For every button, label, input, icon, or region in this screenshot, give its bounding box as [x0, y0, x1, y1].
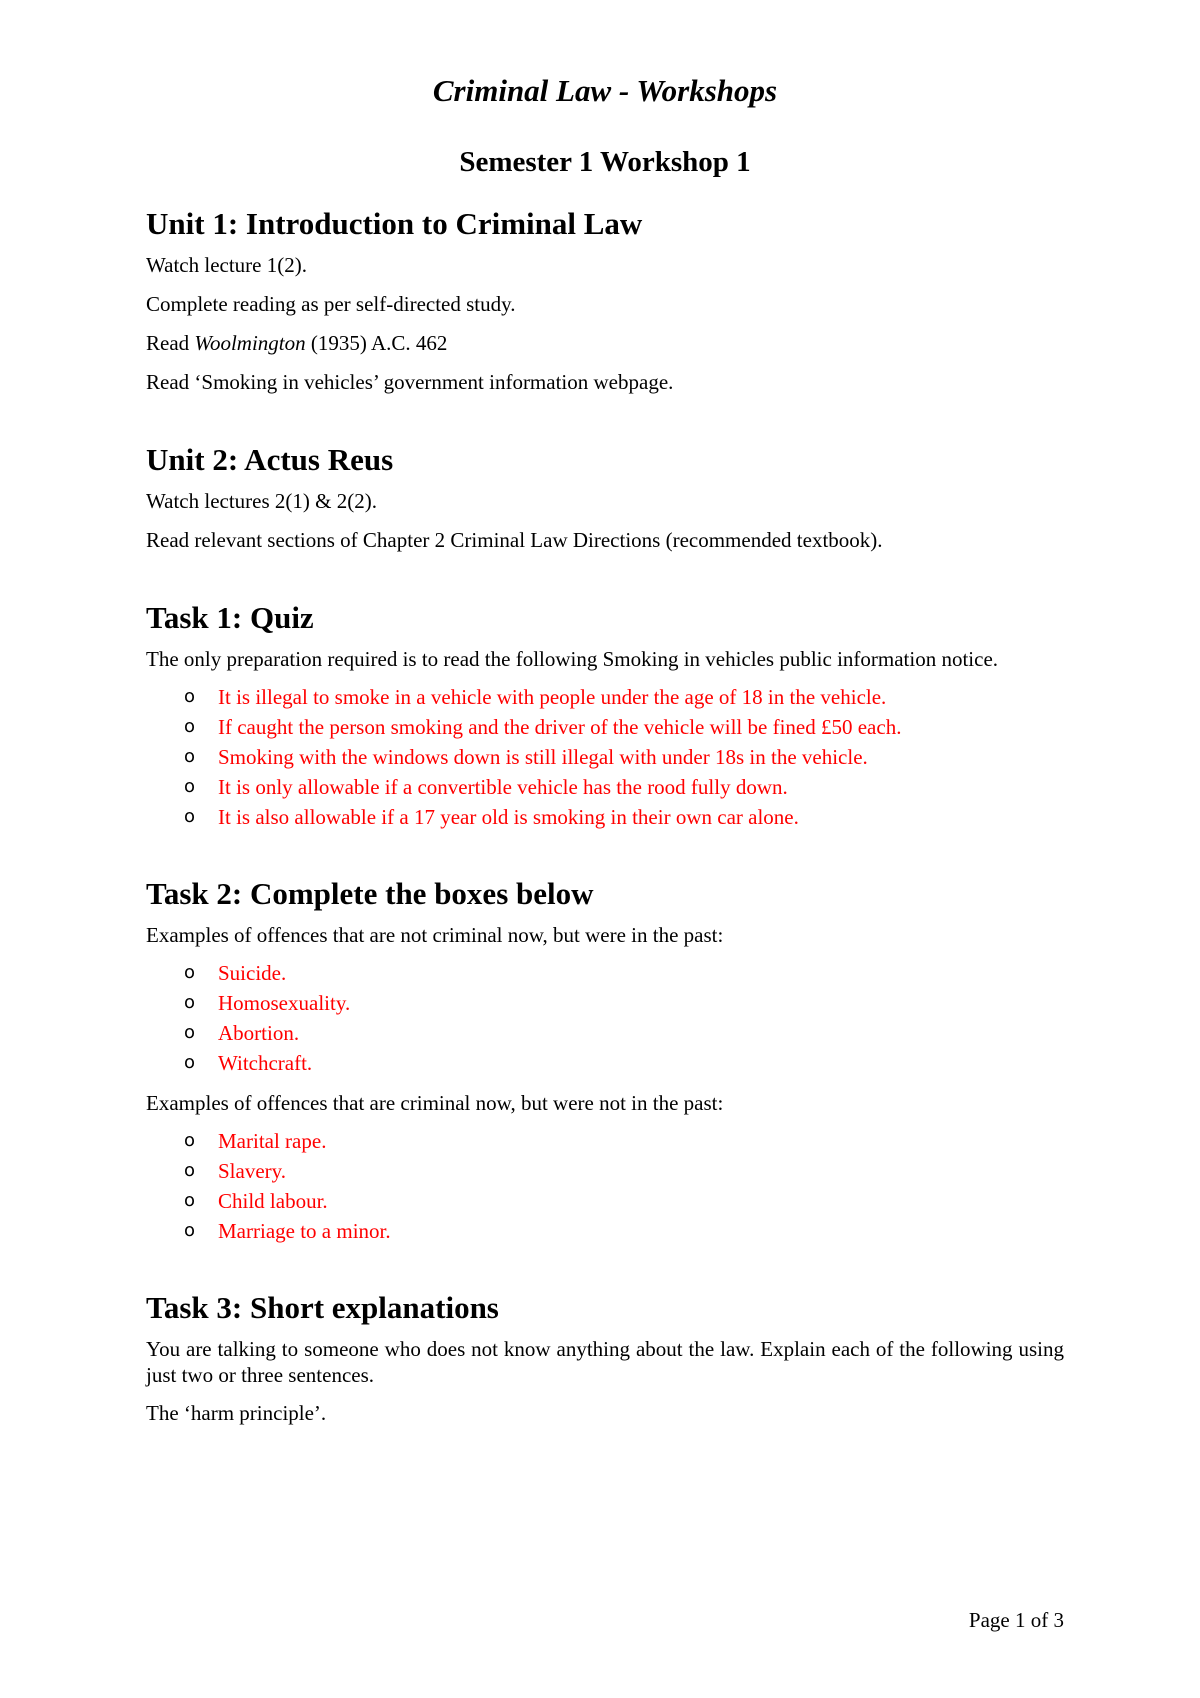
list-item: [146, 988, 1064, 1018]
task2-heading: Task 2: Complete the boxes below: [146, 876, 594, 911]
page-content: [146, 70, 1064, 1426]
task3-heading: Task 3: Short explanations: [146, 1290, 499, 1325]
task2-past-list: [146, 958, 1064, 1078]
list-item-text: Witchcraft.: [218, 1051, 313, 1075]
bullet-marker: o: [184, 992, 196, 1013]
unit2-heading: Unit 2: Actus Reus: [146, 442, 394, 477]
case-prefix: Read: [146, 331, 195, 355]
bullet-marker: o: [184, 746, 196, 767]
bullet-marker: o: [184, 1220, 196, 1241]
list-item: [146, 802, 1064, 832]
bullet-marker: o: [184, 686, 196, 707]
list-item: [146, 958, 1064, 988]
list-item-text: Homosexuality.: [218, 991, 351, 1015]
unit2-line-textbook: Read relevant sections of Chapter 2 Criminal Law Directions (recommended textbook).: [146, 528, 883, 552]
document-title: Criminal Law - Workshops: [432, 73, 778, 108]
list-item: [146, 1126, 1064, 1156]
page-number: Page 1 of 3: [968, 1608, 1064, 1632]
task2-now-list: [146, 1126, 1064, 1246]
list-item: [146, 682, 1064, 712]
task2-intro-now: Examples of offences that are criminal now, but were not in the past:: [146, 1091, 724, 1115]
list-item: [146, 1048, 1064, 1078]
list-item-text: Slavery.: [218, 1159, 287, 1183]
unit1-line-case: [146, 330, 1064, 356]
list-item: [146, 742, 1064, 772]
list-item: [146, 1156, 1064, 1186]
bullet-marker: o: [184, 1052, 196, 1073]
list-item-text: It is illegal to smoke in a vehicle with people under the age of 18 in the vehicle.: [218, 685, 887, 709]
list-item-text: Marital rape.: [218, 1129, 327, 1153]
task3-item-harm-principle: The ‘harm principle’.: [146, 1401, 327, 1425]
case-name: Woolmington: [194, 331, 306, 355]
bullet-marker: o: [184, 1130, 196, 1151]
task1-heading: Task 1: Quiz: [146, 600, 314, 635]
list-item: [146, 712, 1064, 742]
unit1-line-webpage: Read ‘Smoking in vehicles’ government information webpage.: [146, 370, 674, 394]
list-item-text: Child labour.: [218, 1189, 328, 1213]
list-item: [146, 1216, 1064, 1246]
task3-intro: You are talking to someone who does not know anything about the law. Explain each of the following using just two or three sentences.: [146, 1337, 1064, 1387]
unit2-line-lectures: Watch lectures 2(1) & 2(2).: [146, 489, 377, 513]
unit1-line-lecture: Watch lecture 1(2).: [146, 253, 307, 277]
list-item: [146, 1186, 1064, 1216]
list-item-text: If caught the person smoking and the driver of the vehicle will be fined £50 each.: [218, 715, 902, 739]
bullet-marker: o: [184, 806, 196, 827]
list-item-text: It is also allowable if a 17 year old is smoking in their own car alone.: [218, 805, 799, 829]
bullet-marker: o: [184, 776, 196, 797]
unit1-line-reading: Complete reading as per self-directed study.: [146, 292, 516, 316]
bullet-marker: o: [184, 1160, 196, 1181]
list-item-text: Abortion.: [218, 1021, 300, 1045]
bullet-marker: o: [184, 962, 196, 983]
list-item-text: It is only allowable if a convertible vehicle has the rood fully down.: [218, 775, 788, 799]
list-item-text: Marriage to a minor.: [218, 1219, 391, 1243]
bullet-marker: o: [184, 1190, 196, 1211]
document-subtitle: Semester 1 Workshop 1: [459, 146, 751, 178]
list-item-text: Smoking with the windows down is still illegal with under 18s in the vehicle.: [218, 745, 868, 769]
case-citation: (1935) A.C. 462: [305, 331, 448, 355]
list-item: [146, 1018, 1064, 1048]
task1-intro: The only preparation required is to read the following Smoking in vehicles public information notice.: [146, 647, 999, 671]
list-item: [146, 772, 1064, 802]
unit1-heading: Unit 1: Introduction to Criminal Law: [146, 206, 643, 241]
task2-intro-past: Examples of offences that are not criminal now, but were in the past:: [146, 923, 724, 947]
bullet-marker: o: [184, 1022, 196, 1043]
task1-answer-list: [146, 682, 1064, 832]
list-item-text: Suicide.: [218, 961, 287, 985]
bullet-marker: o: [184, 716, 196, 737]
